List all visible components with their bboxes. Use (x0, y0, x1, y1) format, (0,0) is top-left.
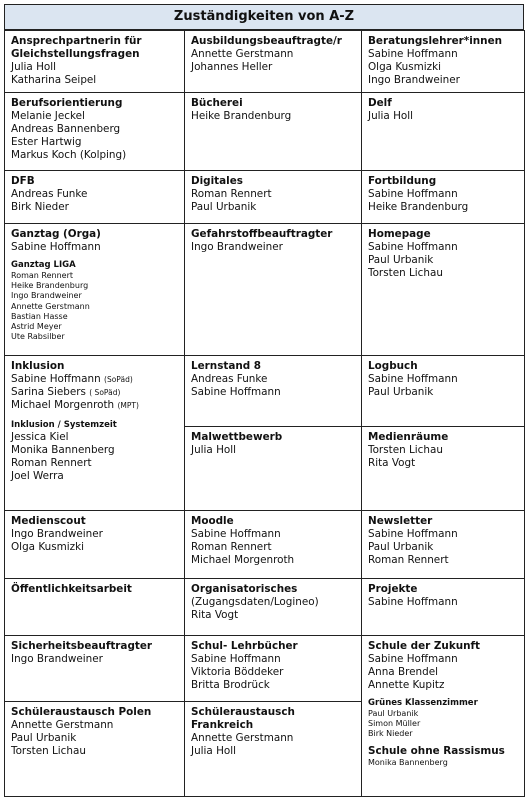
cell-berufs (5, 93, 185, 171)
cell-fortbildung (362, 171, 525, 224)
subsection-heading: Ganztag LIGA (11, 260, 76, 270)
cell-digitales (185, 171, 362, 224)
person-name: Heike Brandenburg (191, 110, 292, 122)
person-name: Roman Rennert (11, 271, 74, 280)
person-name: Paul Urbanik (368, 386, 434, 398)
cell-malwett (185, 427, 361, 510)
person-name: Monika Bannenberg (368, 757, 448, 767)
cell-delf (362, 93, 525, 171)
person-name: Birk Nieder (11, 201, 69, 213)
person-name: Paul Urbanik (11, 732, 77, 744)
person-name: Andreas Funke (191, 373, 268, 385)
person-name: Ingo Brandweiner (11, 291, 82, 301)
cell-logbuch-medienraeume (362, 356, 525, 511)
person-name: Julia Holl (191, 745, 237, 757)
person-name: Birk Nieder (368, 729, 413, 739)
person-row (11, 373, 181, 386)
subsection-heading: Inklusion / Systemzeit (11, 420, 117, 430)
cell-lernstand (185, 356, 361, 427)
person-name: Bastian Hasse (11, 311, 68, 321)
cell-heading: Homepage (368, 228, 431, 240)
cell-austausch-polen (5, 702, 185, 797)
cell-austausch-frankreich (185, 702, 362, 797)
cell-logbuch (362, 356, 524, 427)
person-name: Sabine Hoffmann (11, 373, 101, 385)
cell-beratung (362, 31, 525, 93)
person-name: Sabine Hoffmann (368, 373, 458, 385)
cell-gefahr (185, 224, 362, 356)
person-name: Michael Morgenroth (11, 399, 115, 411)
person-name: Torsten Lichau (11, 745, 86, 757)
person-name: Astrid Meyer (11, 322, 62, 332)
cell-sicherheit (5, 636, 185, 702)
cell-lernstand-malwett (185, 356, 362, 511)
person-row (11, 386, 181, 399)
cell-dfb (5, 171, 185, 224)
cell-heading: Lernstand 8 (191, 360, 262, 372)
person-name: Rita Vogt (368, 457, 416, 469)
person-name: Michael Morgenroth (191, 554, 295, 566)
cell-heading: Moodle (191, 515, 234, 527)
cell-heading: Schüleraustausch Polen (11, 706, 152, 718)
cell-inklusion (5, 356, 185, 511)
person-name: Sabine Hoffmann (368, 48, 458, 60)
person-name: Paul Urbanik (368, 709, 419, 718)
cell-heading: Bücherei (191, 97, 243, 109)
person-name: Ute Rabsilber (11, 332, 65, 342)
cell-projekte (362, 579, 525, 636)
cell-newsletter (362, 511, 525, 579)
person-name: Britta Brodrück (191, 679, 270, 691)
cell-heading: Projekte (368, 583, 418, 595)
person-name: Roman Rennert (368, 554, 449, 566)
cell-medienscout (5, 511, 185, 579)
person-name: Roman Rennert (191, 188, 272, 200)
person-name: Ingo Brandweiner (11, 653, 103, 665)
person-name: Sabine Hoffmann (191, 653, 281, 665)
document-page (4, 4, 524, 796)
person-name: Joel Werra (11, 470, 64, 482)
person-name: Ingo Brandweiner (368, 74, 460, 86)
cell-zukunft (362, 636, 525, 797)
cell-ausbildung (185, 31, 362, 93)
cell-heading: Beratungslehrer*innen (368, 35, 503, 47)
subsection-heading: Schule ohne Rassismus (368, 744, 505, 757)
person-name: Torsten Lichau (368, 444, 443, 456)
person-name: (Zugangsdaten/Logineo) (191, 596, 319, 608)
person-name: Torsten Lichau (368, 267, 443, 279)
cell-heading: Fortbildung (368, 175, 437, 187)
person-name: Rita Vogt (191, 609, 239, 621)
person-name: Melanie Jeckel (11, 110, 85, 122)
cell-oeffentlich (5, 579, 185, 636)
cell-heading: Schüleraustausch Frankreich (191, 706, 295, 731)
cell-ansprech (5, 31, 185, 93)
cell-heading: Logbuch (368, 360, 418, 372)
page-title: Zuständigkeiten von A-Z (4, 4, 524, 30)
person-name: Annette Gerstmann (191, 732, 294, 744)
person-name: Sabine Hoffmann (368, 528, 458, 540)
person-name: Sarina Siebers (11, 386, 86, 398)
person-name: Viktoria Böddeker (191, 666, 284, 678)
person-name: Ingo Brandweiner (11, 528, 103, 540)
cell-heading: Sicherheitsbeauftragter (11, 640, 153, 652)
cell-medienraeume (362, 427, 524, 510)
cell-heading: Schul- Lehrbücher (191, 640, 298, 652)
person-name: Annette Kupitz (368, 679, 445, 691)
cell-heading: Medienräume (368, 431, 449, 443)
person-name: Sabine Hoffmann (191, 528, 281, 540)
person-name: Paul Urbanik (368, 254, 434, 266)
cell-heading: Ansprechpartnerin für Gleichstellungsfragen (11, 35, 142, 60)
person-name: Julia Holl (11, 61, 57, 73)
cell-heading: Ganztag (Orga) (11, 228, 101, 240)
person-name: Ingo Brandweiner (191, 241, 283, 253)
person-name: Julia Holl (191, 444, 237, 456)
person-name: Paul Urbanik (368, 541, 434, 553)
cell-heading: DFB (11, 175, 35, 187)
role-tag: (MPT) (117, 401, 139, 410)
person-name: Johannes Heller (191, 61, 273, 73)
person-name: Monika Bannenberg (11, 444, 115, 456)
person-name: Sabine Hoffmann (368, 188, 458, 200)
person-name: Markus Koch (Kolping) (11, 149, 127, 161)
cell-heading: Organisatorisches (191, 583, 298, 595)
person-name: Roman Rennert (191, 541, 272, 553)
person-name: Olga Kusmizki (368, 61, 441, 73)
cell-schulbuecher (185, 636, 362, 702)
cell-heading: Schule der Zukunft (368, 640, 481, 652)
person-name: Heike Brandenburg (368, 201, 469, 213)
role-tag: ( SoPäd) (89, 388, 121, 397)
cell-ganztag (5, 224, 185, 356)
cell-heading: Malwettbewerb (191, 431, 283, 443)
cell-organisatorisch (185, 579, 362, 636)
responsibility-table (4, 30, 525, 797)
person-name: Sabine Hoffmann (368, 596, 458, 608)
person-name: Jessica Kiel (11, 431, 69, 443)
person-name: Anna Brendel (368, 666, 438, 678)
cell-heading: Medienscout (11, 515, 86, 527)
person-name: Simon Müller (368, 719, 421, 729)
person-name: Roman Rennert (11, 457, 92, 469)
cell-heading: Gefahrstoffbeauftragter (191, 228, 333, 240)
cell-heading: Inklusion (11, 360, 65, 372)
person-name: Sabine Hoffmann (191, 386, 281, 398)
cell-homepage (362, 224, 525, 356)
person-name: Sabine Hoffmann (368, 241, 458, 253)
cell-heading: Ausbildungsbeauftragte/r (191, 35, 342, 47)
person-row (11, 399, 181, 412)
cell-heading: Delf (368, 97, 392, 109)
person-name: Sabine Hoffmann (368, 653, 458, 665)
person-name: Katharina Seipel (11, 74, 97, 86)
cell-buecherei (185, 93, 362, 171)
cell-heading: Berufsorientierung (11, 97, 123, 109)
person-name: Annette Gerstmann (191, 48, 294, 60)
person-name: Annette Gerstmann (11, 719, 114, 731)
person-name: Ester Hartwig (11, 136, 82, 148)
person-name: Sabine Hoffmann (11, 241, 101, 253)
person-name: Annette Gerstmann (11, 301, 90, 311)
subsection-heading: Grünes Klassenzimmer (368, 698, 478, 708)
person-name: Heike Brandenburg (11, 281, 89, 291)
cell-heading: Digitales (191, 175, 243, 187)
cell-heading: Newsletter (368, 515, 433, 527)
person-name: Andreas Bannenberg (11, 123, 121, 135)
cell-moodle (185, 511, 362, 579)
person-name: Paul Urbanik (191, 201, 257, 213)
person-name: Olga Kusmizki (11, 541, 84, 553)
cell-heading: Öffentlichkeitsarbeit (11, 583, 132, 595)
person-name: Andreas Funke (11, 188, 88, 200)
role-tag: (SoPäd) (104, 375, 133, 384)
person-name: Julia Holl (368, 110, 414, 122)
